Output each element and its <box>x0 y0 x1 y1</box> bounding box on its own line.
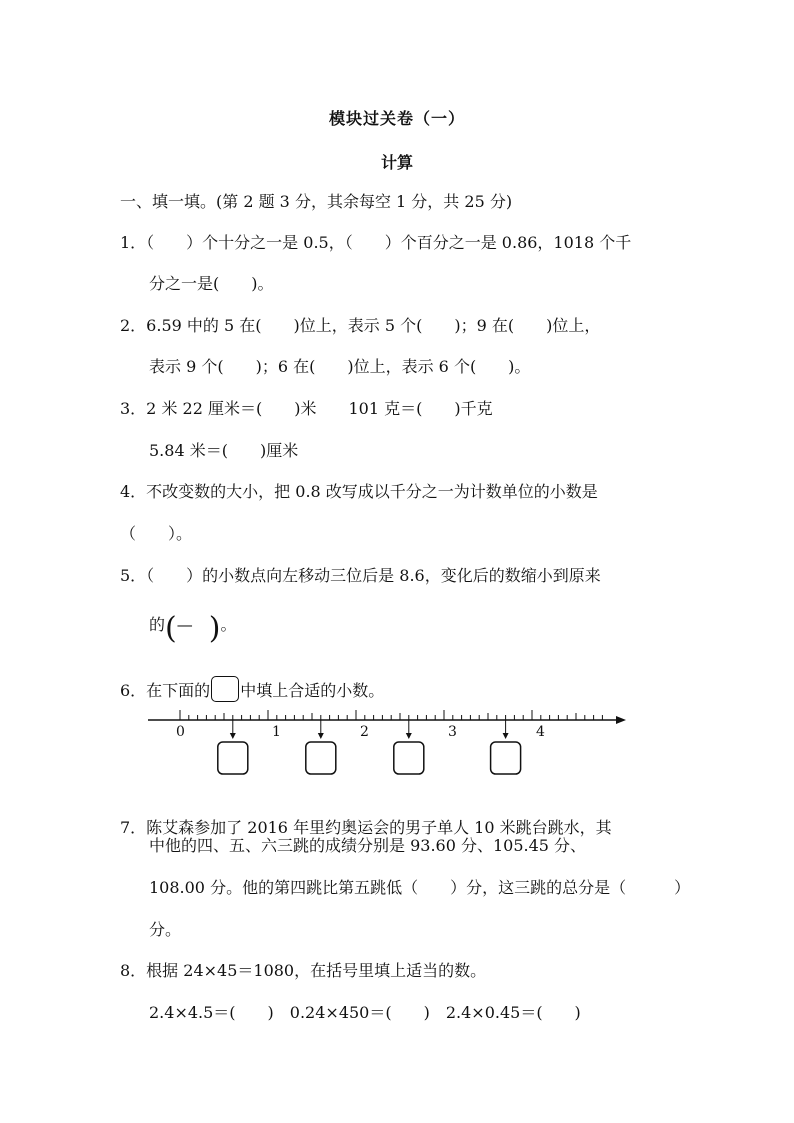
number-line-tick-label: 3 <box>448 724 457 740</box>
answer-box[interactable] <box>218 742 248 774</box>
q3-line1: 3．2 米 22 厘米＝( )米 101 克＝( )千克 <box>120 399 493 418</box>
number-line-ticks <box>180 710 602 720</box>
number-line-tick-label: 0 <box>176 724 185 740</box>
number-line-tick-label: 1 <box>272 724 281 740</box>
q2-line2: 表示 9 个( )；6 在( )位上，表示 6 个( )。 <box>149 357 531 376</box>
q5-line2 <box>149 611 237 646</box>
fraction-paren-close: ) <box>208 611 221 646</box>
number-line <box>140 700 640 790</box>
q8-line1: 8．根据 24×45＝1080，在括号里填上适当的数。 <box>120 961 487 980</box>
number-line-arrow-icon <box>616 716 626 724</box>
answer-box[interactable] <box>394 742 424 774</box>
q4-line1: 4．不改变数的大小，把 0.8 改写成以千分之一为计数单位的小数是 <box>120 482 598 501</box>
q3-line2: 5.84 米＝( )厘米 <box>149 441 299 460</box>
q7-line1: 7．陈艾森参加了 2016 年里约奥运会的男子单人 10 米跳台跳水，其 <box>120 818 612 837</box>
pointer-arrow-icon <box>230 733 236 739</box>
q8-line2: 2.4×4.5＝( ) 0.24×450＝( ) 2.4×0.45＝( ) <box>149 1003 581 1022</box>
page-subtitle: 计算 <box>380 153 413 172</box>
answer-box[interactable] <box>491 742 521 774</box>
q7-line2: 中他的四、五、六三跳的成绩分别是 93.60 分、105.45 分、 <box>149 836 587 855</box>
q1-line1: 1．（ ）个十分之一是 0.5，（ ）个百分之一是 0.86，1018 个千 <box>120 233 632 252</box>
q5-line1: 5．（ ）的小数点向左移动三位后是 8.6，变化后的数缩小到原来 <box>120 566 601 585</box>
q7-line3: 108.00 分。他的第四跳比第五跳低（ ）分，这三跳的总分是（ ） <box>149 878 691 897</box>
q6-line <box>120 676 384 702</box>
q2-line1: 2．6.59 中的 5 在( )位上，表示 5 个( )；9 在( )位上， <box>120 316 601 335</box>
number-line-tick-label: 4 <box>536 724 545 740</box>
answer-box-icon <box>211 676 239 702</box>
q4-line2: （ ）。 <box>120 524 193 543</box>
page-title: 模块过关卷（一） <box>328 109 465 128</box>
fraction-paren-open: ( <box>165 611 177 646</box>
pointer-arrow-icon <box>318 733 324 739</box>
number-line-tick-label: 2 <box>360 724 369 740</box>
pointer-arrow-icon <box>503 733 509 739</box>
q6-prefix: 6．在下面的 <box>120 681 211 700</box>
answer-box[interactable] <box>306 742 336 774</box>
number-line-tick-labels <box>176 724 545 740</box>
q5-line2-prefix: 的 <box>149 615 166 634</box>
q5-line2-suffix: 。 <box>220 615 237 634</box>
number-line-answer-boxes <box>218 720 521 774</box>
fraction-blank: — <box>176 615 193 634</box>
q1-line2: 分之一是( )。 <box>149 274 274 293</box>
pointer-arrow-icon <box>406 733 412 739</box>
section-heading: 一、填一填。(第 2 题 3 分，其余每空 1 分，共 25 分) <box>120 192 513 211</box>
q7-line4: 分。 <box>149 920 182 939</box>
q6-suffix: 中填上合适的小数。 <box>240 681 385 700</box>
